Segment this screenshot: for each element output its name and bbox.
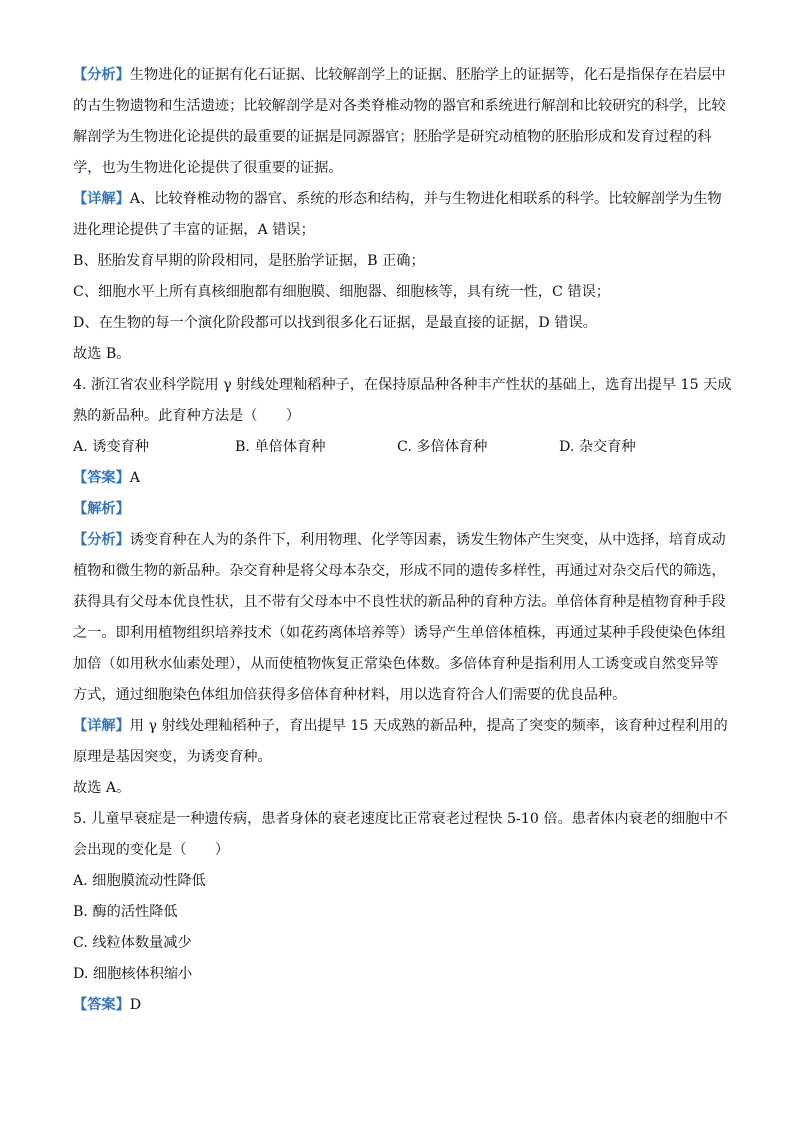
answer-value: D <box>129 997 142 1013</box>
choice-c: C. 多倍体育种 <box>397 439 488 455</box>
explanation-heading <box>73 494 723 525</box>
detail-line: 原理是基因突变，为诱变育种。 <box>73 749 272 765</box>
analysis-line: 之一。即利用植物组织培养技术（如花药离体培养等）诱导产生单倍体植株，再通过某种手段使染色体组 <box>73 625 726 641</box>
choice-d: D. 细胞核体积缩小 <box>73 966 193 982</box>
analysis-line: 解剖学为生物进化论提供的最重要的证据是同源器官；胚胎学是研究动植物的胚胎形成和发育过程的科 <box>73 129 712 145</box>
answer-line <box>73 990 723 1021</box>
detail-line: 【详解】用 γ 射线处理籼稻种子，育出提早 15 天成熟的新品种，提高了突变的频率，该育种过程利用的 <box>73 718 728 734</box>
analysis-tag: 【分析】 <box>73 532 130 548</box>
question-4-stem: 4. 浙江省农业科学院用 γ 射线处理籼稻种子，在保持原品种各种丰产性状的基础上，选育出提早 15 天成 <box>73 377 732 393</box>
question-4-choices <box>73 432 723 463</box>
analysis-tag: 【分析】 <box>73 67 130 83</box>
detail-tag: 【详解】 <box>73 718 130 734</box>
analysis-line: 的古生物遗物和生活遗迹；比较解剖学是对各类脊椎动物的器官和系统进行解剖和比较研究的科学，比较 <box>73 98 726 114</box>
choice-c: C. 线粒体数量减少 <box>73 935 192 951</box>
analysis-line: 学，也为生物进化论提供了很重要的证据。 <box>73 160 343 176</box>
analysis-line: 获得具有父母本优良性状，且不带有父母本中不良性状的新品种的育种方法。单倍体育种是植物育种手段 <box>73 594 726 610</box>
detail-line: 【详解】A、比较脊椎动物的器官、系统的形态和结构，并与生物进化相联系的科学。比较解剖学为生物 <box>73 191 722 207</box>
analysis-line: 方式，通过细胞染色体组加倍获得多倍体育种材料，用以选育符合人们需要的优良品种。 <box>73 687 627 703</box>
choice-a: A. 诱变育种 <box>73 439 150 455</box>
option-explanation: C、细胞水平上所有真核细胞都有细胞膜、细胞器、细胞核等，具有统一性，C 错误； <box>73 284 610 300</box>
choice-b: B. 单倍体育种 <box>235 439 326 455</box>
option-explanation: B、胚胎发育早期的阶段相同，是胚胎学证据，B 正确； <box>73 253 425 269</box>
question-5-stem: 5. 儿童早衰症是一种遗传病，患者身体的衰老速度比正常衰老过程快 5-10 倍。患者体内衰老的细胞中不 <box>73 811 728 827</box>
option-explanation: D、在生物的每一个演化阶段都可以找到很多化石证据，是最直接的证据，D 错误。 <box>73 315 597 331</box>
choice-b: B. 酶的活性降低 <box>73 904 178 920</box>
answer-tag: 【答案】 <box>73 470 130 486</box>
document-content <box>73 60 732 1021</box>
detail-tag: 【详解】 <box>73 191 130 207</box>
question-5-stem: 会出现的变化是（ ） <box>73 842 230 858</box>
explanation-tag: 【解析】 <box>73 501 130 517</box>
choice-a: A. 细胞膜流动性降低 <box>73 873 206 889</box>
detail-line: 进化理论提供了丰富的证据，A 错误； <box>73 222 315 238</box>
answer-value: A <box>129 470 141 486</box>
choice-d: D. 杂交育种 <box>559 439 636 455</box>
analysis-line: 【分析】诱变育种在人为的条件下，利用物理、化学等因素，诱发生物体产生突变，从中选择，培育成动 <box>73 532 726 548</box>
conclusion: 故选 B。 <box>73 346 131 362</box>
conclusion: 故选 A。 <box>73 780 131 796</box>
answer-line <box>73 463 723 494</box>
analysis-line: 加倍（如用秋水仙素处理），从而使植物恢复正常染色体数。多倍体育种是指利用人工诱变或自然变异等 <box>73 656 719 672</box>
analysis-line: 【分析】生物进化的证据有化石证据、比较解剖学上的证据、胚胎学上的证据等，化石是指保存在岩层中 <box>73 67 726 83</box>
answer-tag: 【答案】 <box>73 997 130 1013</box>
analysis-line: 植物和微生物的新品种。杂交育种是将父母本杂交，形成不同的遗传多样性，再通过对杂交后代的筛选， <box>73 563 726 579</box>
question-4-stem: 熟的新品种。此育种方法是（ ） <box>73 408 301 424</box>
